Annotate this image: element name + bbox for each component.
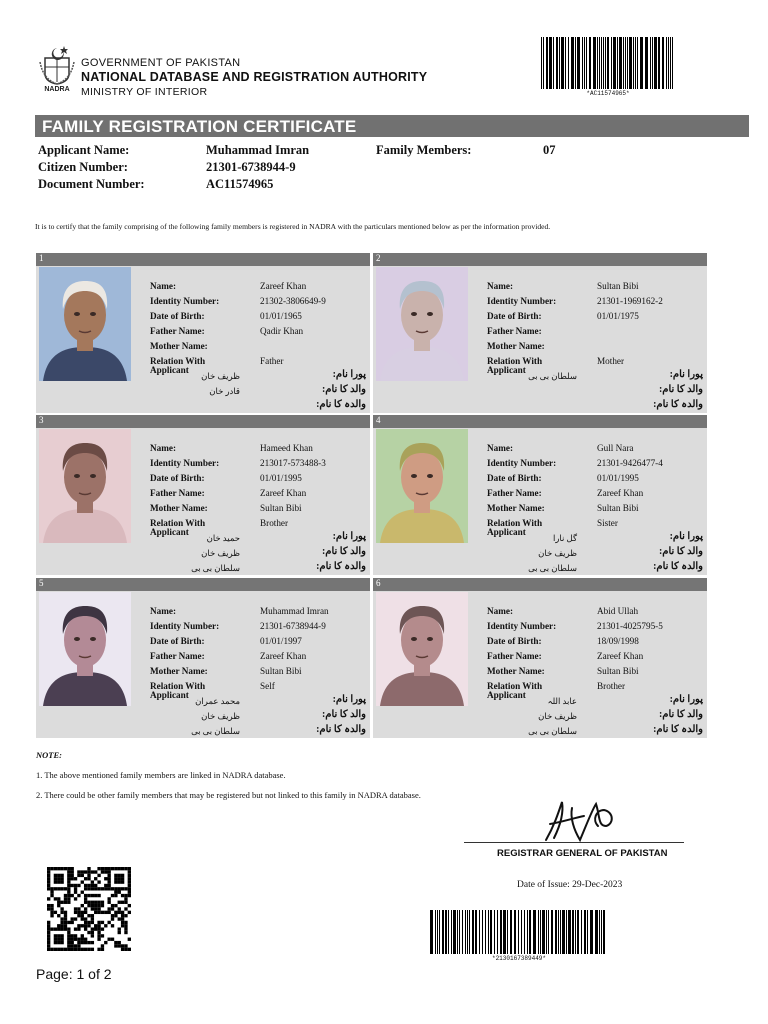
member-mother: Sultan Bibi [597,666,639,676]
field-label: Mother Name: [487,341,545,351]
member-name: Gull Nara [597,443,634,453]
urdu-name-label: پورا نام: [332,694,366,705]
field-label: Father Name: [150,326,205,336]
field-label: Date of Birth: [150,311,205,321]
field-label: Mother Name: [150,341,208,351]
certification-statement: It is to certify that the family comprising of the following family members is registered in NADRA with the particulars mentioned below as per the information provided. [35,222,551,231]
urdu-name-value: ظریف خان [201,371,240,381]
member-card-header [373,415,707,428]
urdu-father-value: ظریف خان [201,548,240,558]
field-label: Name: [150,443,177,453]
member-father: Qadir Khan [260,326,304,336]
member-number: 6 [376,578,381,588]
field-label: Date of Birth: [487,311,542,321]
bottom-barcode-text: *2130167389449* [491,955,546,962]
member-id: 21302-3806649-9 [260,296,326,306]
field-label: Applicant [487,527,526,537]
urdu-mother-label: والدہ کا نام: [316,399,366,410]
member-card [373,415,707,575]
urdu-name-label: پورا نام: [669,694,703,705]
member-number: 3 [39,415,44,425]
member-card [36,578,370,738]
urdu-name-label: پورا نام: [669,369,703,380]
urdu-name-value: عابد اللہ [547,696,577,706]
member-id: 21301-9426477-4 [597,458,663,468]
field-label: Relation With [487,518,543,528]
field-label: Applicant [150,690,189,700]
bottom-barcode [430,910,608,962]
qr-code [45,867,133,956]
field-label: Name: [487,606,514,616]
field-label: Applicant [150,527,189,537]
field-label: Applicant [150,365,189,375]
page-number: Page: 1 of 2 [36,966,112,982]
pakistan-emblem-logo [37,44,77,92]
document-number-label: Document Number: [38,177,145,191]
member-name: Sultan Bibi [597,281,639,291]
field-label: Name: [487,443,514,453]
member-relation: Sister [597,518,618,528]
member-photo [39,592,131,706]
field-label: Name: [150,281,177,291]
member-card [36,415,370,575]
member-relation: Brother [597,681,626,691]
member-relation: Brother [260,518,289,528]
note-1: 1. The above mentioned family members are linked in NADRA database. [36,770,286,780]
field-label: Relation With [150,681,206,691]
member-card-header [36,578,370,591]
top-barcode-bars [541,37,675,89]
member-card-header [373,578,707,591]
field-label: Mother Name: [487,503,545,513]
member-relation: Mother [597,356,625,366]
member-dob: 01/01/1997 [260,636,302,646]
member-card [373,578,707,738]
urdu-father-value: ظریف خان [538,548,577,558]
date-of-issue: Date of Issue: 29-Dec-2023 [517,880,623,890]
nadra-logo-text: NADRA [44,86,70,92]
field-label: Mother Name: [150,503,208,513]
urdu-name-value: محمد عمران [195,696,240,706]
field-label: Identity Number: [487,458,557,468]
member-mother: Sultan Bibi [597,503,639,513]
field-label: Applicant [487,365,526,375]
member-name: Zareef Khan [260,281,307,291]
urdu-mother-value: سلطان بی بی [191,726,240,736]
field-label: Identity Number: [487,621,557,631]
urdu-father-value: ظریف خان [201,711,240,721]
urdu-father-label: والد کا نام: [321,709,366,720]
member-photo [376,267,468,381]
citizen-number: 21301-6738944-9 [206,160,296,174]
member-number: 2 [376,253,381,263]
member-card-header [36,415,370,428]
member-photo [39,429,131,543]
urdu-mother-label: والدہ کا نام: [653,561,703,572]
urdu-father-value: ظریف خان [538,711,577,721]
urdu-mother-label: والدہ کا نام: [316,561,366,572]
qr-code-pattern [45,867,133,951]
urdu-name-value: گل نارا [552,533,577,543]
member-name: Hameed Khan [260,443,313,453]
urdu-mother-label: والدہ کا نام: [653,399,703,410]
field-label: Applicant [487,690,526,700]
field-label: Name: [487,281,514,291]
field-label: Father Name: [150,651,205,661]
urdu-name-value: حمید خان [206,533,240,543]
field-label: Mother Name: [487,666,545,676]
top-barcode-text: *AC11574965* [586,90,630,97]
field-label: Father Name: [487,488,542,498]
urdu-father-value: قادر خان [209,386,240,396]
citizen-number-label: Citizen Number: [38,160,128,174]
field-label: Relation With [150,518,206,528]
government-heading: GOVERNMENT OF PAKISTAN [81,57,241,69]
member-number: 1 [39,253,44,263]
member-id: 21301-1969162-2 [597,296,663,306]
signature-line [464,842,684,843]
member-card-header [373,253,707,266]
field-label: Father Name: [150,488,205,498]
member-card [36,253,370,413]
urdu-mother-label: والدہ کا نام: [316,724,366,735]
member-dob: 01/01/1995 [597,473,639,483]
urdu-father-label: والد کا نام: [658,384,703,395]
field-label: Identity Number: [487,296,557,306]
field-label: Identity Number: [150,458,220,468]
urdu-father-label: والد کا نام: [321,546,366,557]
member-card [373,253,707,413]
member-dob: 01/01/1995 [260,473,302,483]
member-card-header [36,253,370,266]
member-id: 21301-4025795-5 [597,621,663,631]
member-mother: Sultan Bibi [260,503,302,513]
note-title: NOTE: [36,750,62,760]
field-label: Date of Birth: [487,636,542,646]
field-label: Name: [150,606,177,616]
member-name: Abid Ullah [597,606,639,616]
member-father: Zareef Khan [260,488,307,498]
field-label: Relation With [150,356,206,366]
field-label: Identity Number: [150,621,220,631]
member-photo [39,267,131,381]
member-mother: Sultan Bibi [260,666,302,676]
member-father: Zareef Khan [597,488,644,498]
urdu-father-label: والد کا نام: [658,546,703,557]
urdu-mother-value: سلطان بی بی [528,726,577,736]
urdu-father-label: والد کا نام: [658,709,703,720]
member-dob: 18/09/1998 [597,636,639,646]
urdu-name-label: پورا نام: [332,531,366,542]
note-2: 2. There could be other family members that may be registered but not linked to this family in NADRA database. [36,790,421,800]
urdu-name-label: پورا نام: [669,531,703,542]
member-number: 5 [39,578,44,588]
field-label: Father Name: [487,651,542,661]
field-label: Father Name: [487,326,542,336]
field-label: Relation With [487,681,543,691]
document-number: AC11574965 [206,177,274,191]
field-label: Date of Birth: [487,473,542,483]
applicant-name: Muhammad Imran [206,143,310,157]
certificate-title: FAMILY REGISTRATION CERTIFICATE [42,117,357,136]
member-number: 4 [376,415,381,425]
field-label: Date of Birth: [150,473,205,483]
member-name: Muhammad Imran [260,606,329,616]
member-dob: 01/01/1965 [260,311,302,321]
member-id: 213017-573488-3 [260,458,326,468]
authority-heading: NATIONAL DATABASE AND REGISTRATION AUTHORITY [81,70,428,84]
member-id: 21301-6738944-9 [260,621,326,631]
field-label: Mother Name: [150,666,208,676]
urdu-name-value: سلطان بی بی [528,371,577,381]
field-label: Date of Birth: [150,636,205,646]
member-relation: Self [260,681,275,691]
member-father: Zareef Khan [597,651,644,661]
field-label: Identity Number: [150,296,220,306]
member-father: Zareef Khan [260,651,307,661]
top-barcode [541,37,675,97]
urdu-father-label: والد کا نام: [321,384,366,395]
member-photo [376,592,468,706]
ministry-heading: MINISTRY OF INTERIOR [81,86,208,98]
urdu-name-label: پورا نام: [332,369,366,380]
urdu-mother-value: سلطان بی بی [528,563,577,573]
field-label: Relation With [487,356,543,366]
urdu-mother-value: سلطان بی بی [191,563,240,573]
member-dob: 01/01/1975 [597,311,639,321]
bottom-barcode-bars [430,910,608,954]
registrar-title: REGISTRAR GENERAL OF PAKISTAN [497,848,668,859]
family-members-label: Family Members: [376,143,472,157]
member-photo [376,429,468,543]
urdu-mother-label: والدہ کا نام: [653,724,703,735]
applicant-name-label: Applicant Name: [38,143,130,157]
member-relation: Father [260,356,284,366]
family-members-count: 07 [543,143,556,157]
